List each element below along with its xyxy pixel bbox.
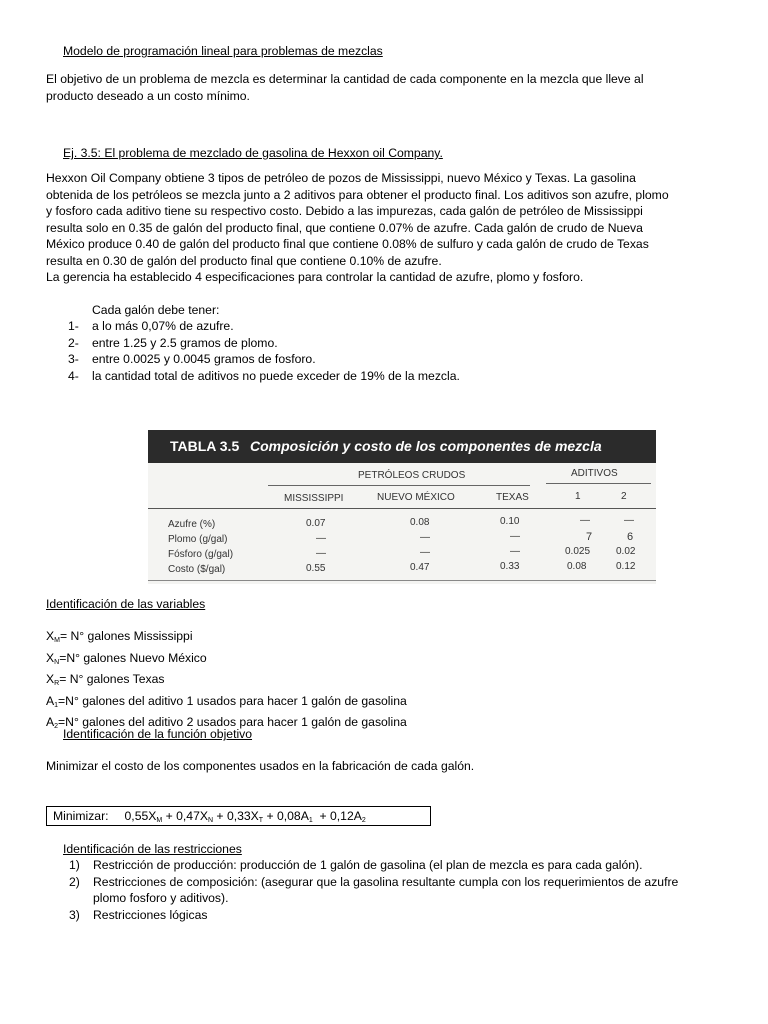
restriction-item bbox=[69, 907, 678, 924]
spec-item bbox=[68, 368, 460, 385]
table-cell: 0.55 bbox=[306, 563, 326, 574]
example-title: Ej. 3.5: El problema de mezclado de gasolina de Hexxon oil Company. bbox=[63, 146, 443, 160]
group-header-additives: ADITIVOS bbox=[571, 468, 618, 479]
example-line: Hexxon Oil Company obtiene 3 tipos de petróleo de pozos de Mississippi, nuevo México y Texas. La gasolina bbox=[46, 171, 636, 185]
table-cell: 0.10 bbox=[500, 516, 520, 527]
intro-paragraph bbox=[46, 71, 644, 104]
restriction-text: Restricciones de composición: (asegurar que la gasolina resultante cumpla con los requerimientos de azufre bbox=[93, 874, 679, 889]
row-label: Plomo (g/gal) bbox=[168, 534, 228, 545]
restriction-text: Restricción de producción: producción de 1 galón de gasolina (el plan de mezcla es para cada galón). bbox=[93, 858, 643, 872]
variable-subscript: N bbox=[54, 658, 60, 666]
variable-subscript: M bbox=[54, 637, 60, 644]
spec-text: entre 1.25 y 2.5 gramos de plomo. bbox=[92, 335, 278, 350]
variable-desc: =N° galones del aditivo 2 usados para hacer 1 galón de gasolina bbox=[58, 715, 407, 729]
group-rule-additives bbox=[546, 483, 651, 484]
example-line: obtenida de los petróleos se mezcla junto a 2 aditivos para obtener el producto final. Los aditivos son azufre, plomo bbox=[46, 187, 669, 202]
example-paragraph bbox=[46, 170, 669, 286]
variable-desc: =N° galones Nuevo México bbox=[59, 650, 207, 665]
variables-title: Identificación de las variables bbox=[46, 597, 206, 611]
column-header: MISSISSIPPI bbox=[284, 493, 344, 504]
intro-line: El objetivo de un problema de mezcla es determinar la cantidad de cada componente en la mezcla que lleve al bbox=[46, 72, 644, 86]
table-cell: — bbox=[316, 548, 326, 559]
example-line: México produce 0.40 de galón del producto final que contiene 0.08% de sulfuro y cada galón de crudo de Texas bbox=[46, 237, 649, 251]
table-number: TABLA 3.5 bbox=[170, 438, 240, 454]
objective-description: Minimizar el costo de los componentes usados en la fabricación de cada galón. bbox=[46, 759, 475, 773]
objective-term: $0,08A_1$ + bbox=[276, 809, 331, 824]
restriction-text: Restricciones lógicas bbox=[93, 907, 208, 922]
variable-desc: =N° galones del aditivo 1 usados para hacer 1 galón de gasolina bbox=[58, 693, 407, 708]
variable-subscript: 2 bbox=[54, 723, 59, 730]
table-cell: — bbox=[420, 532, 430, 543]
table-cell: — bbox=[420, 547, 430, 558]
variable-item bbox=[46, 693, 407, 715]
header-rule bbox=[148, 508, 656, 509]
objective-term: $0,33X_T$ + bbox=[226, 809, 277, 824]
restriction-number: 3) bbox=[69, 907, 80, 922]
objective-term: $0,12A_2$ bbox=[330, 809, 366, 824]
spec-list bbox=[68, 318, 460, 384]
spec-text: entre 0.0025 y 0.0045 gramos de fosforo. bbox=[92, 352, 316, 366]
example-line: y fosforo cada aditivo tiene su respectivo costo. Debido a las impurezas, cada galón de petróleo de Mississippi bbox=[46, 204, 643, 218]
spec-item bbox=[68, 318, 460, 335]
row-label: Costo ($/gal) bbox=[168, 564, 226, 575]
spec-text: a lo más 0,07% de azufre. bbox=[92, 319, 234, 333]
variable-symbol: A bbox=[46, 715, 55, 729]
table-cell: — bbox=[624, 515, 634, 526]
restriction-text: plomo fosforo y aditivos). bbox=[93, 891, 229, 905]
spec-intro: Cada galón debe tener: bbox=[92, 303, 220, 317]
table-cell: 0.33 bbox=[500, 561, 520, 572]
objective-function bbox=[53, 808, 366, 830]
table-cell: 0.08 bbox=[567, 561, 587, 572]
variables-list bbox=[46, 628, 407, 736]
table-bottom-rule bbox=[148, 580, 656, 581]
restriction-number: 2) bbox=[69, 874, 80, 889]
restriction-item bbox=[69, 857, 678, 874]
variable-symbol: A bbox=[46, 693, 55, 708]
variable-item bbox=[46, 628, 407, 650]
table-cell: 7 bbox=[586, 531, 593, 543]
restriction-item-continued bbox=[69, 890, 678, 907]
section-heading-model: Modelo de programación lineal para problemas de mezclas bbox=[63, 44, 383, 58]
objective-label: Minimizar: bbox=[53, 809, 109, 823]
group-rule-crudes bbox=[268, 485, 530, 486]
variable-desc: = N° galones Mississippi bbox=[59, 629, 193, 643]
composition-cost-table bbox=[148, 430, 656, 584]
table-cell: 0.47 bbox=[410, 562, 430, 573]
column-header: NUEVO MÉXICO bbox=[377, 492, 455, 503]
spec-number: 4- bbox=[68, 368, 79, 383]
column-header: 1 bbox=[575, 491, 581, 502]
table-title: Composición y costo de los componentes de mezcla bbox=[250, 438, 602, 454]
variable-symbol: X bbox=[46, 650, 55, 665]
variable-subscript: R bbox=[54, 680, 60, 687]
variable-item bbox=[46, 671, 407, 693]
group-header-crudes: PETRÓLEOS CRUDOS bbox=[358, 470, 466, 481]
spec-number: 2- bbox=[68, 335, 79, 350]
objective-function-box bbox=[46, 806, 431, 826]
table-cell: — bbox=[316, 533, 326, 544]
table-cell: 0.12 bbox=[616, 561, 636, 572]
row-label: Fósforo (g/gal) bbox=[168, 549, 234, 560]
example-line: resulta solo en 0.35 de galón del producto final, que contiene 0.07% de azufre. Cada galón de crudo de Nueva bbox=[46, 220, 643, 235]
column-header: TEXAS bbox=[496, 492, 529, 503]
table-cell: 6 bbox=[627, 531, 634, 543]
table-cell: 0.08 bbox=[410, 517, 430, 528]
variable-subscript: 1 bbox=[54, 701, 59, 709]
variable-item bbox=[46, 650, 407, 672]
restriction-number: 1) bbox=[69, 858, 80, 872]
restrictions-list bbox=[69, 857, 678, 923]
table-cell: 0.07 bbox=[306, 518, 326, 529]
restrictions-title: Identificación de las restricciones bbox=[63, 842, 242, 856]
row-label: Azufre (%) bbox=[168, 519, 216, 530]
objective-title: Identificación de la función objetivo bbox=[63, 727, 253, 741]
intro-line: producto deseado a un costo mínimo. bbox=[46, 88, 250, 103]
spec-item bbox=[68, 335, 460, 352]
variable-symbol: X bbox=[46, 672, 55, 686]
objective-term: $0,55X_M$ + bbox=[124, 809, 177, 824]
variable-symbol: X bbox=[46, 629, 55, 643]
table-cell: 0.02 bbox=[616, 546, 636, 557]
example-line: resulta en 0.30 de galón del producto final que contiene 0.10% de azufre. bbox=[46, 253, 442, 268]
variable-desc: = N° galones Texas bbox=[59, 672, 165, 686]
table-cell: — bbox=[580, 515, 590, 526]
spec-text: la cantidad total de aditivos no puede exceder de 19% de la mezcla. bbox=[92, 368, 460, 383]
restriction-item bbox=[69, 874, 678, 891]
example-line: La gerencia ha establecido 4 especificaciones para controlar la cantidad de azufre, plomo y fosforo. bbox=[46, 270, 584, 284]
objective-term: $0,47X_N$ + bbox=[176, 809, 227, 824]
table-cell: 0.025 bbox=[565, 546, 591, 557]
spec-number: 1- bbox=[68, 319, 79, 333]
column-header: 2 bbox=[621, 491, 627, 502]
table-cell: — bbox=[510, 546, 520, 557]
table-cell: — bbox=[510, 531, 520, 542]
spec-number: 3- bbox=[68, 352, 79, 366]
spec-item bbox=[68, 351, 460, 368]
